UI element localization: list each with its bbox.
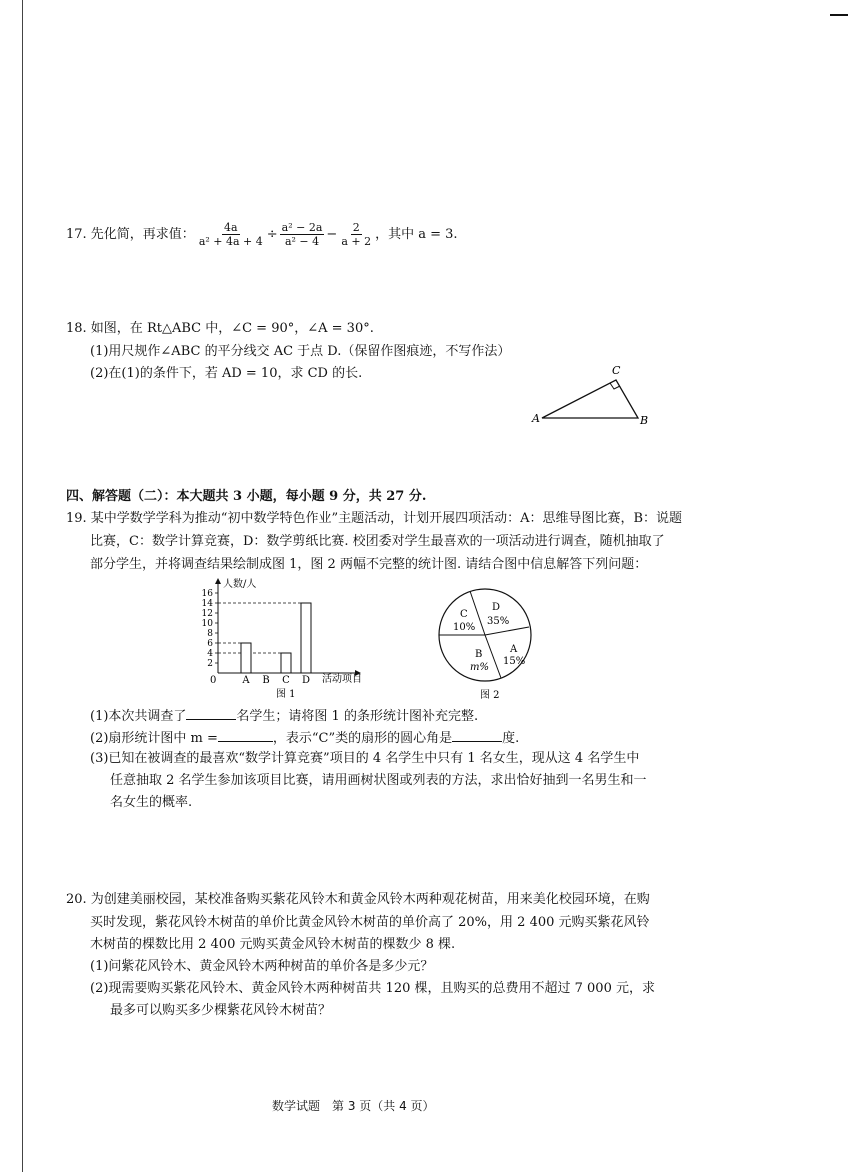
x-category-label: C	[282, 675, 290, 686]
pie-label-d: D	[492, 602, 501, 613]
y-tick-label: 10	[201, 619, 213, 629]
q17-fraction-3: $\frac{2}{a + 2}$	[341, 221, 372, 248]
q18-part2: (2)在(1)的条件下，若 AD = 10，求 CD 的长.	[90, 366, 363, 381]
triangle-abc	[542, 380, 638, 418]
y-tick-label: 16	[201, 589, 213, 599]
pie-label-a: A	[510, 644, 518, 655]
pie-value-c: 10%	[453, 622, 476, 633]
q19-answer-blank-angle[interactable]	[452, 730, 502, 742]
q17-prefix: 17. 先化简，再求值：	[66, 227, 195, 242]
scan-mark	[830, 14, 848, 16]
pie-value-b: m%	[470, 662, 489, 673]
y-tick-label: 8	[207, 629, 213, 639]
q20-line-3: 木树苗的棵数比用 2 400 元购买黄金风铃木树苗的棵数少 8 棵.	[90, 937, 456, 952]
pie-label-c: C	[460, 609, 468, 620]
x-category-label: A	[242, 675, 250, 686]
bar-D	[301, 603, 311, 673]
bar-A	[241, 643, 251, 673]
q19-line-2: 比赛，C：数学计算竞赛，D：数学剪纸比赛. 校团委对学生最喜欢的一项活动进行调查，随机抽取了	[90, 534, 665, 549]
bar-chart-origin-label: 0	[210, 675, 217, 686]
bar-chart-title: 图 1	[276, 689, 296, 700]
pie-chart-title: 图 2	[480, 690, 500, 701]
q19-answer-blank-m[interactable]	[218, 730, 273, 742]
q20-part2-line-1: (2)现需要购买紫花风铃木、黄金风铃木两种树苗共 120 棵，且购买的总费用不超过 7 000 元，求	[90, 981, 655, 996]
bar-chart-ylabel: 人数/人	[223, 579, 257, 590]
q19-part2: (2)扇形统计图中 m = ，表示“C”类的扇形的圆心角是 度.	[90, 731, 520, 746]
q18-part1: (1)用尺规作∠ABC 的平分线交 AC 于点 D.（保留作图痕迹，不写作法）	[90, 344, 511, 359]
bar-chart-figure-1	[190, 575, 390, 703]
y-tick-label: 12	[201, 609, 213, 619]
x-category-label: D	[301, 675, 311, 686]
label-b: B	[640, 414, 649, 427]
y-tick-label: 14	[201, 599, 213, 609]
pie-label-b: B	[475, 649, 483, 660]
pie-chart-figure-2	[430, 580, 550, 705]
scan-edge-line	[22, 0, 23, 1172]
q19-answer-blank-1[interactable]	[186, 708, 236, 720]
q19-part3-line-3: 名女生的概率.	[110, 795, 193, 810]
q18-triangle-figure	[528, 362, 658, 430]
y-tick-label: 2	[207, 659, 213, 669]
q18-stem: 18. 如图，在 Rt△ABC 中，∠C = 90°，∠A = 30°.	[66, 321, 374, 336]
section-4-heading: 四、解答题（二）：本大题共 3 小题，每小题 9 分，共 27 分.	[66, 489, 427, 504]
page-footer: 数学试题 第 3 页（共 4 页）	[272, 1099, 435, 1113]
label-a: A	[532, 412, 540, 425]
q19-part3-line-1: (3)已知在被调查的最喜欢“数学计算竞赛”项目的 4 名学生中只有 1 名女生，现从这 4 名学生中	[90, 751, 640, 766]
q20-part1: (1)问紫花风铃木、黄金风铃木两种树苗的单价各是多少元？	[90, 959, 434, 974]
q17-fraction-2: $\frac{\text{a² − 2a}}{\text{a² − 4}}$	[281, 221, 323, 248]
bar-C	[281, 653, 291, 673]
y-tick-label: 6	[207, 639, 213, 649]
q20-line-2: 买时发现，紫花风铃木树苗的单价比黄金风铃木树苗的单价高了 20%，用 2 400 元购买紫花风铃	[90, 915, 650, 930]
q19-line-1: 19. 某中学数学学科为推动“初中数学特色作业”主题活动，计划开展四项活动：A：思维导图比赛，B：说题	[66, 511, 683, 526]
question-17: 17. 先化简，再求值： $\frac{4a}{\text{a² + 4a + 4}}$ ÷ $\frac{\text{a² − 2a}}{\text{a² − 4}}$ − $\frac{2}{a + 2}$ ，其中 a = 3.	[66, 221, 458, 248]
pie-value-a: 15%	[503, 656, 526, 667]
q20-part2-line-2: 最多可以购买多少棵紫花风铃木树苗？	[110, 1003, 332, 1018]
pie-value-d: 35%	[487, 616, 510, 627]
pie-divider-da	[485, 627, 529, 635]
q20-line-1: 20. 为创建美丽校园，某校准备购买紫花风铃木和黄金风铃木两种观花树苗，用来美化校园环境，在购	[66, 892, 650, 907]
y-tick-label: 4	[207, 649, 213, 659]
q19-line-3: 部分学生，并将调查结果绘制成图 1，图 2 两幅不完整的统计图. 请结合图中信息解答下列问题：	[90, 557, 648, 572]
q19-part3-line-2: 任意抽取 2 名学生参加该项目比赛，请用画树状图或列表的方法，求出恰好抽到一名男生和一	[110, 773, 647, 788]
bar-chart-xlabel: 活动项目	[322, 674, 362, 685]
label-c: C	[612, 364, 621, 377]
x-category-label: B	[262, 675, 270, 686]
q17-suffix: ，其中 a = 3.	[375, 227, 458, 242]
q19-part1: (1)本次共调查了 名学生；请将图 1 的条形统计图补充完整.	[90, 709, 479, 724]
q17-fraction-1: $\frac{4a}{\text{a² + 4a + 4}}$	[198, 221, 263, 248]
